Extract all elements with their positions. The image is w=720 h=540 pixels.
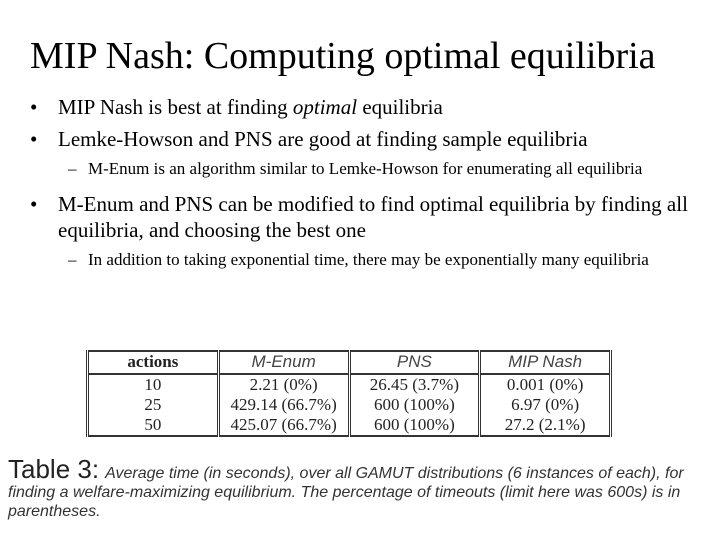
dash-icon: – <box>68 250 77 269</box>
table-header: PNS <box>349 351 480 374</box>
table-cell: 6.97 (0%) <box>480 395 611 415</box>
results-table <box>86 350 612 437</box>
table-caption <box>8 454 708 521</box>
table-header: actions <box>88 351 219 374</box>
sub-bullet-item <box>30 158 700 179</box>
bullet-text: M-Enum and PNS can be modified to find optimal equilibria by finding all equilibria, and choosing the best one <box>58 192 688 242</box>
table-cell: 10 <box>88 374 219 395</box>
table-cell: 2.21 (0%) <box>218 374 349 395</box>
bullet-list <box>30 94 700 278</box>
bullet-item <box>30 94 700 120</box>
table-row <box>88 374 611 395</box>
table-header: M-Enum <box>218 351 349 374</box>
dash-icon: – <box>68 159 77 178</box>
bullet-item <box>30 191 700 243</box>
table-cell: 425.07 (66.7%) <box>218 415 349 436</box>
table-cell: 50 <box>88 415 219 436</box>
table-header-row <box>88 351 611 374</box>
bullet-icon: • <box>30 192 38 216</box>
bullet-item <box>30 126 700 152</box>
sub-bullet-text: M-Enum is an algorithm similar to Lemke-Howson for enumerating all equilibria <box>88 159 643 178</box>
sub-bullet-item <box>30 249 700 270</box>
bullet-icon: • <box>30 127 38 151</box>
caption-text: Average time (in seconds), over all GAMUT distributions (6 instances of each), for finding a welfare-maximizing equilibrium. The percentage of timeouts (limit here was 600s) is in parentheses. <box>8 465 684 520</box>
sub-bullet-text: In addition to taking exponential time, there may be exponentially many equilibria <box>88 250 649 269</box>
table-row <box>88 395 611 415</box>
bullet-text: MIP Nash is best at finding <box>58 95 293 119</box>
table-cell: 26.45 (3.7%) <box>349 374 480 395</box>
table-cell: 27.2 (2.1%) <box>480 415 611 436</box>
table-cell: 0.001 (0%) <box>480 374 611 395</box>
table-cell: 600 (100%) <box>349 415 480 436</box>
table-cell: 25 <box>88 395 219 415</box>
table-cell: 429.14 (66.7%) <box>218 395 349 415</box>
table-header: MIP Nash <box>480 351 611 374</box>
slide-title: MIP Nash: Computing optimal equilibria <box>30 35 656 77</box>
bullet-emphasis: optimal <box>292 95 358 119</box>
caption-label: Table 3: <box>8 454 100 484</box>
table-row <box>88 415 611 436</box>
bullet-text: equilibria <box>357 95 443 119</box>
results-table-image <box>86 350 612 450</box>
bullet-icon: • <box>30 95 38 119</box>
table-cell: 600 (100%) <box>349 395 480 415</box>
bullet-text: Lemke-Howson and PNS are good at finding sample equilibria <box>58 127 588 151</box>
